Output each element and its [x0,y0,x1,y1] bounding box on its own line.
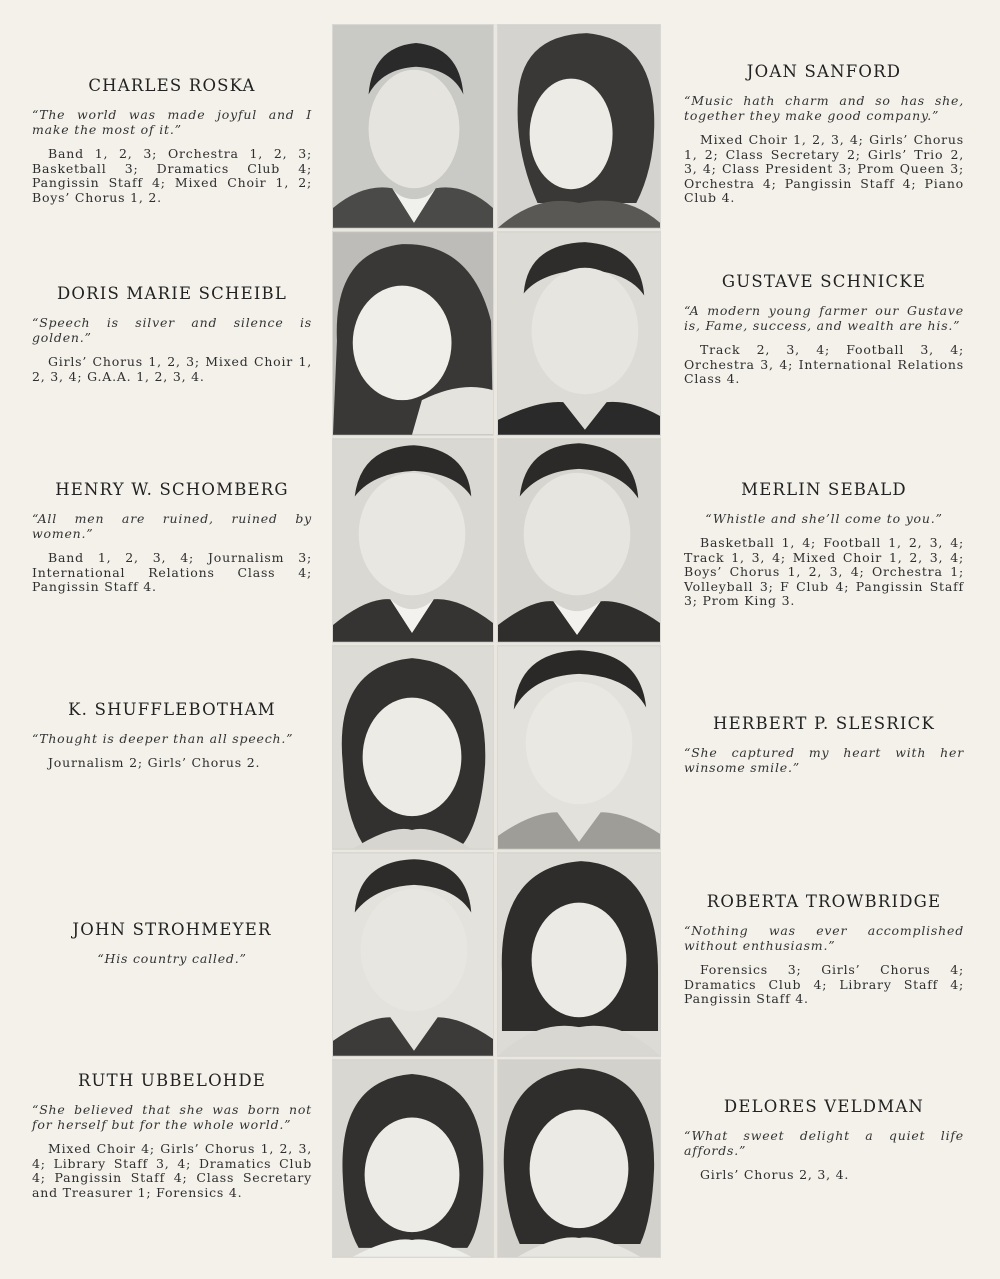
student-quote: “She believed that she was born not for herself but for the whole world.” [32,1102,312,1132]
student-quote: “She captured my heart with her winsome smile.” [684,745,964,775]
student-activities: Band 1, 2, 3, 4; Journalism 3; International Relations Class 4; Pangissin Staff 4. [32,550,312,594]
portrait-charles-roska [332,24,494,229]
student-name: K. SHUFFLEBOTHAM [68,700,276,719]
student-quote: “Music hath charm and so has she, together they make good company.” [684,93,964,123]
student-entry [32,920,312,976]
student-activities: Girls’ Chorus 1, 2, 3; Mixed Choir 1, 2, 3, 4; G.A.A. 1, 2, 3, 4. [32,354,312,384]
student-quote: “What sweet delight a quiet life affords.” [684,1128,964,1158]
student-name: GUSTAVE SCHNICKE [721,272,927,291]
student-entry [684,892,964,1007]
student-name: DELORES VELDMAN [723,1097,925,1116]
student-activities: Track 2, 3, 4; Football 3, 4; Orchestra 3, 4; International Relations Class 4. [684,342,964,386]
student-quote: “All men are ruined, ruined by women.” [32,511,312,541]
portrait-ruth-ubbelohde [332,1059,494,1258]
portrait-doris-marie-scheibl [332,231,494,436]
student-name: MERLIN SEBALD [741,480,907,499]
student-name: ROBERTA TROWBRIDGE [706,892,942,911]
portrait-herbert-p-slesrick [497,645,661,850]
student-quote: “The world was made joyful and I make the most of it.” [32,107,312,137]
student-activities: Mixed Choir 4; Girls’ Chorus 1, 2, 3, 4; Library Staff 3, 4; Dramatics Club 4; Pangissin Staff 4; Class Secretary and Treasurer 1; Forensics 4. [32,1141,312,1200]
student-quote: “Thought is deeper than all speech.” [32,731,294,746]
student-quote: “Whistle and she’ll come to you.” [705,511,943,526]
student-name: JOHN STROHMEYER [72,920,272,939]
student-entry [32,284,312,384]
portrait-merlin-sebald [497,438,661,643]
student-entry [684,1097,964,1183]
student-activities: Journalism 2; Girls’ Chorus 2. [48,755,261,770]
student-entry [32,700,312,771]
student-entry [32,480,312,595]
student-entry [684,480,964,609]
student-activities: Band 1, 2, 3; Orchestra 1, 2, 3; Basketball 3; Dramatics Club 4; Pangissin Staff 4; Mixed Choir 1, 2; Boys’ Chorus 1, 2. [32,146,312,205]
student-quote: “A modern young farmer our Gustave is, Fame, success, and wealth are his.” [684,303,964,333]
portrait-delores-veldman [497,1059,661,1258]
student-entry [32,76,312,205]
student-name: HERBERT P. SLESRICK [713,714,935,733]
student-activities: Forensics 3; Girls’ Chorus 4; Dramatics Club 4; Library Staff 4; Pangissin Staff 4. [684,962,964,1006]
student-entry [32,1071,312,1200]
portrait-john-strohmeyer [332,852,494,1057]
student-quote: “His country called.” [97,951,247,966]
portrait-joan-sanford [497,24,661,229]
student-activities: Mixed Choir 1, 2, 3, 4; Girls’ Chorus 1, 2; Class Secretary 2; Girls’ Trio 2, 3, 4; Class President 3; Prom Queen 3; Orchestra 4; Pangissin Staff 4; Piano Club 4. [684,132,964,205]
student-quote: “Speech is silver and silence is golden.” [32,315,312,345]
student-activities: Girls’ Chorus 2, 3, 4. [700,1167,850,1182]
student-activities: Basketball 1, 4; Football 1, 2, 3, 4; Track 1, 3, 4; Mixed Choir 1, 2, 3, 4; Boys’ Chorus 1, 2, 3, 4; Orchestra 1; Volleyball 3; F Club 4; Pangissin Staff 3; Prom King 3. [684,535,964,608]
student-name: HENRY W. SCHOMBERG [55,480,289,499]
student-name: JOAN SANFORD [746,62,902,81]
student-name: RUTH UBBELOHDE [77,1071,267,1090]
portrait-roberta-trowbridge [497,852,661,1057]
student-entry [684,62,964,206]
student-name: CHARLES ROSKA [88,76,256,95]
student-entry [684,272,964,387]
portrait-henry-w-schomberg [332,438,494,643]
student-name: DORIS MARIE SCHEIBL [56,284,288,303]
portrait-k-shufflebotham [332,645,494,850]
student-quote: “Nothing was ever accomplished without enthusiasm.” [684,923,964,953]
student-entry [684,714,964,785]
portrait-strip [332,24,661,1258]
portrait-gustave-schnicke [497,231,661,436]
